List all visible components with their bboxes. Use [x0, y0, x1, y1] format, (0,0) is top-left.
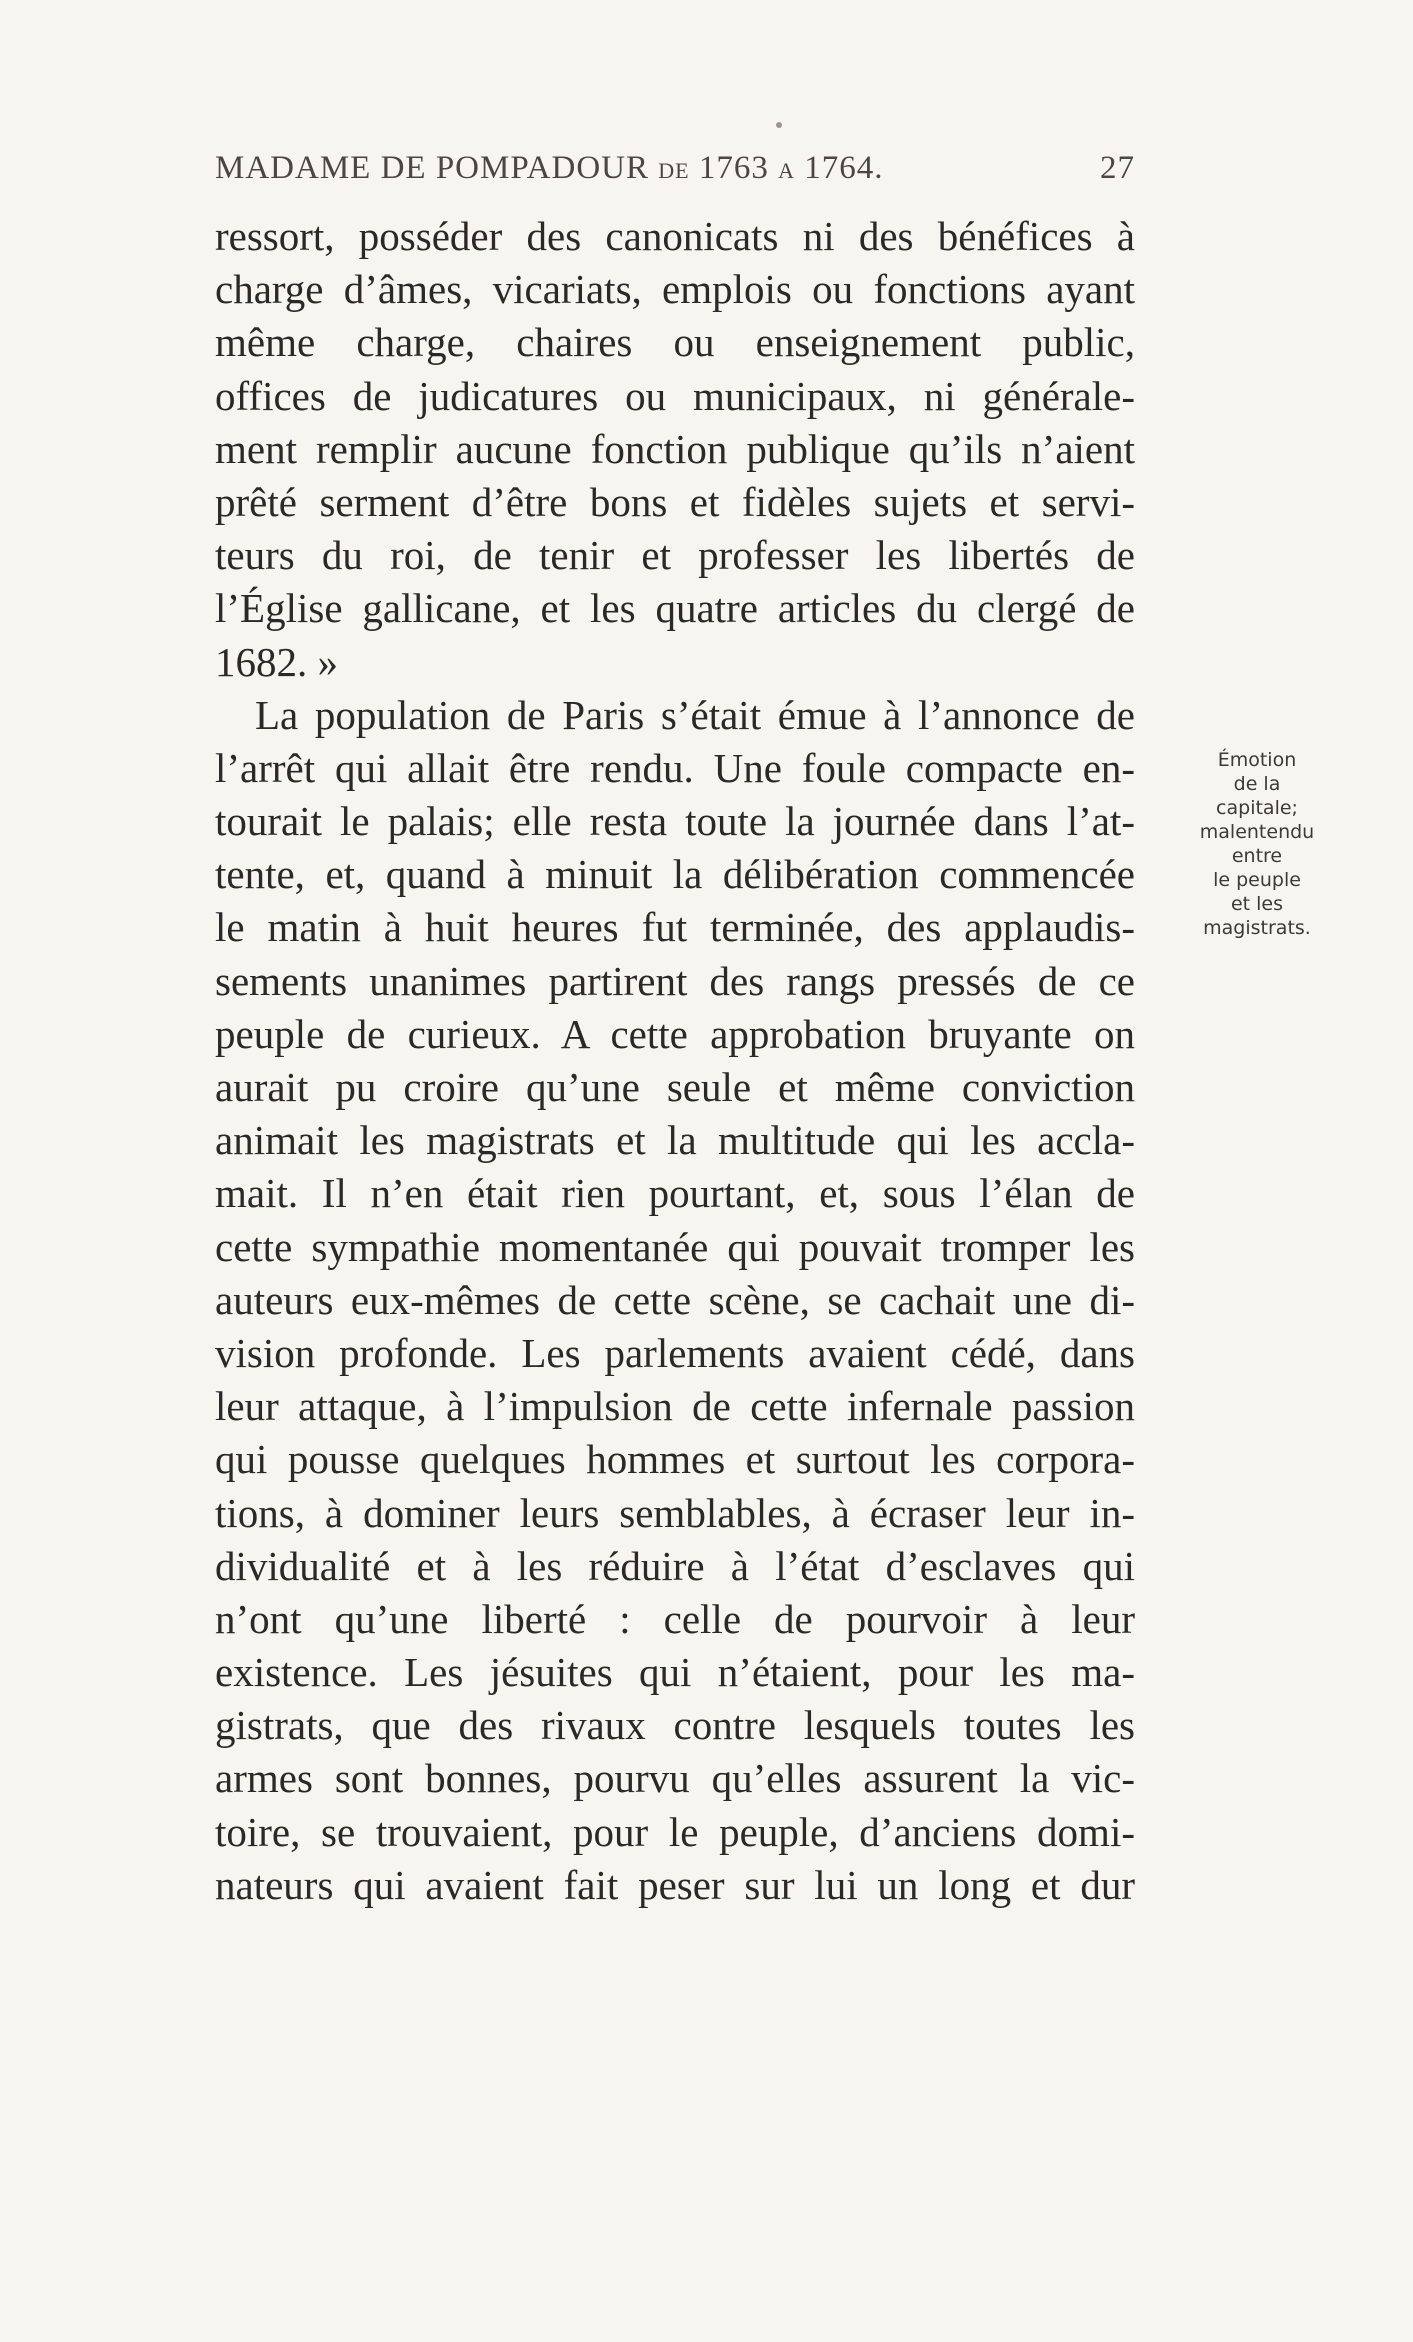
body-line: cette sympathie momentanée qui pouvait tromper les [215, 1223, 1135, 1270]
body-line: existence. Les jésuites qui n’étaient, pour les ma- [215, 1649, 1135, 1696]
running-title-year-end: 1764. [804, 150, 884, 186]
body-line: tente, et, quand à minuit la délibération commencée [215, 851, 1135, 898]
body-line: tions, à dominer leurs semblables, à écraser leur in- [215, 1489, 1135, 1536]
margin-note-line: malentendu [1199, 821, 1315, 843]
body-line: sements unanimes partirent des rangs pressés de ce [215, 957, 1135, 1004]
margin-note-line: entre [1231, 845, 1283, 867]
body-line: tourait le palais; elle resta toute la journée dans l’at- [215, 798, 1135, 845]
paragraph-start-line: La population de Paris s’était émue à l’annonce de [255, 691, 1135, 738]
body-line: ressort, posséder des canonicats ni des bénéfices à [215, 213, 1135, 259]
running-title [215, 150, 883, 187]
body-line: l’arrêt qui allait être rendu. Une foule compacte en- [215, 744, 1135, 791]
margin-note-line: capitale; [1216, 797, 1298, 819]
body-line: qui pousse quelques hommes et surtout les corpora- [215, 1436, 1135, 1483]
margin-note-line: magistrats. [1203, 917, 1311, 939]
margin-note-line: Émotion [1217, 749, 1297, 771]
body-line: dividualité et à les réduire à l’état d’esclaves qui [215, 1542, 1135, 1589]
body-line: armes sont bonnes, pourvu qu’elles assurent la vic- [215, 1755, 1135, 1802]
body-line: 1682. » [215, 638, 338, 685]
body-line: aurait pu croire qu’une seule et même conviction [215, 1064, 1135, 1110]
body-line: leur attaque, à l’impulsion de cette infernale passion [215, 1383, 1135, 1430]
body-line: peuple de curieux. A cette approbation bruyante on [215, 1010, 1135, 1057]
running-title-a: A [778, 158, 795, 183]
margin-note-line: de la [1233, 773, 1281, 795]
body-line: charge d’âmes, vicariats, emplois ou fonctions ayant [215, 266, 1135, 313]
body-line: offices de judicatures ou municipaux, ni générale- [215, 372, 1135, 419]
body-line: ment remplir aucune fonction publique qu’ils n’aient [215, 425, 1135, 472]
running-title-main: MADAME DE POMPADOUR [215, 150, 650, 186]
body-line: auteurs eux-mêmes de cette scène, se cachait une di- [215, 1276, 1135, 1323]
print-speck [776, 122, 782, 128]
body-line: n’ont qu’une liberté : celle de pourvoir à leur [215, 1595, 1135, 1642]
body-line: animait les magistrats et la multitude qui les accla- [215, 1117, 1135, 1164]
body-line: toire, se trouvaient, pour le peuple, d’anciens domi- [215, 1808, 1135, 1855]
running-title-year-start: 1763 [698, 150, 769, 186]
body-line: nateurs qui avaient fait peser sur lui un long et dur [215, 1861, 1135, 1908]
margin-note-line: le peuple [1213, 869, 1301, 891]
margin-note-line: et les [1230, 893, 1284, 915]
body-line: même charge, chaires ou enseignement public, [215, 319, 1135, 366]
body-line: le matin à huit heures fut terminée, des applaudis- [215, 904, 1135, 951]
page-number: 27 [1100, 150, 1135, 186]
body-line: gistrats, que des rivaux contre lesquels toutes les [215, 1702, 1135, 1749]
margin-note [1182, 748, 1332, 940]
body-line: mait. Il n’en était rien pourtant, et, sous l’élan de [215, 1170, 1135, 1217]
body-line: prêté serment d’être bons et fidèles sujets et servi- [215, 478, 1135, 525]
running-title-de: DE [658, 158, 690, 183]
body-line: l’Église gallicane, et les quatre articles du clergé de [215, 585, 1135, 632]
body-line: vision profonde. Les parlements avaient cédé, dans [215, 1329, 1135, 1376]
body-line: teurs du roi, de tenir et professer les libertés de [215, 532, 1135, 579]
body-text [215, 210, 1135, 1912]
running-header [215, 150, 1135, 200]
